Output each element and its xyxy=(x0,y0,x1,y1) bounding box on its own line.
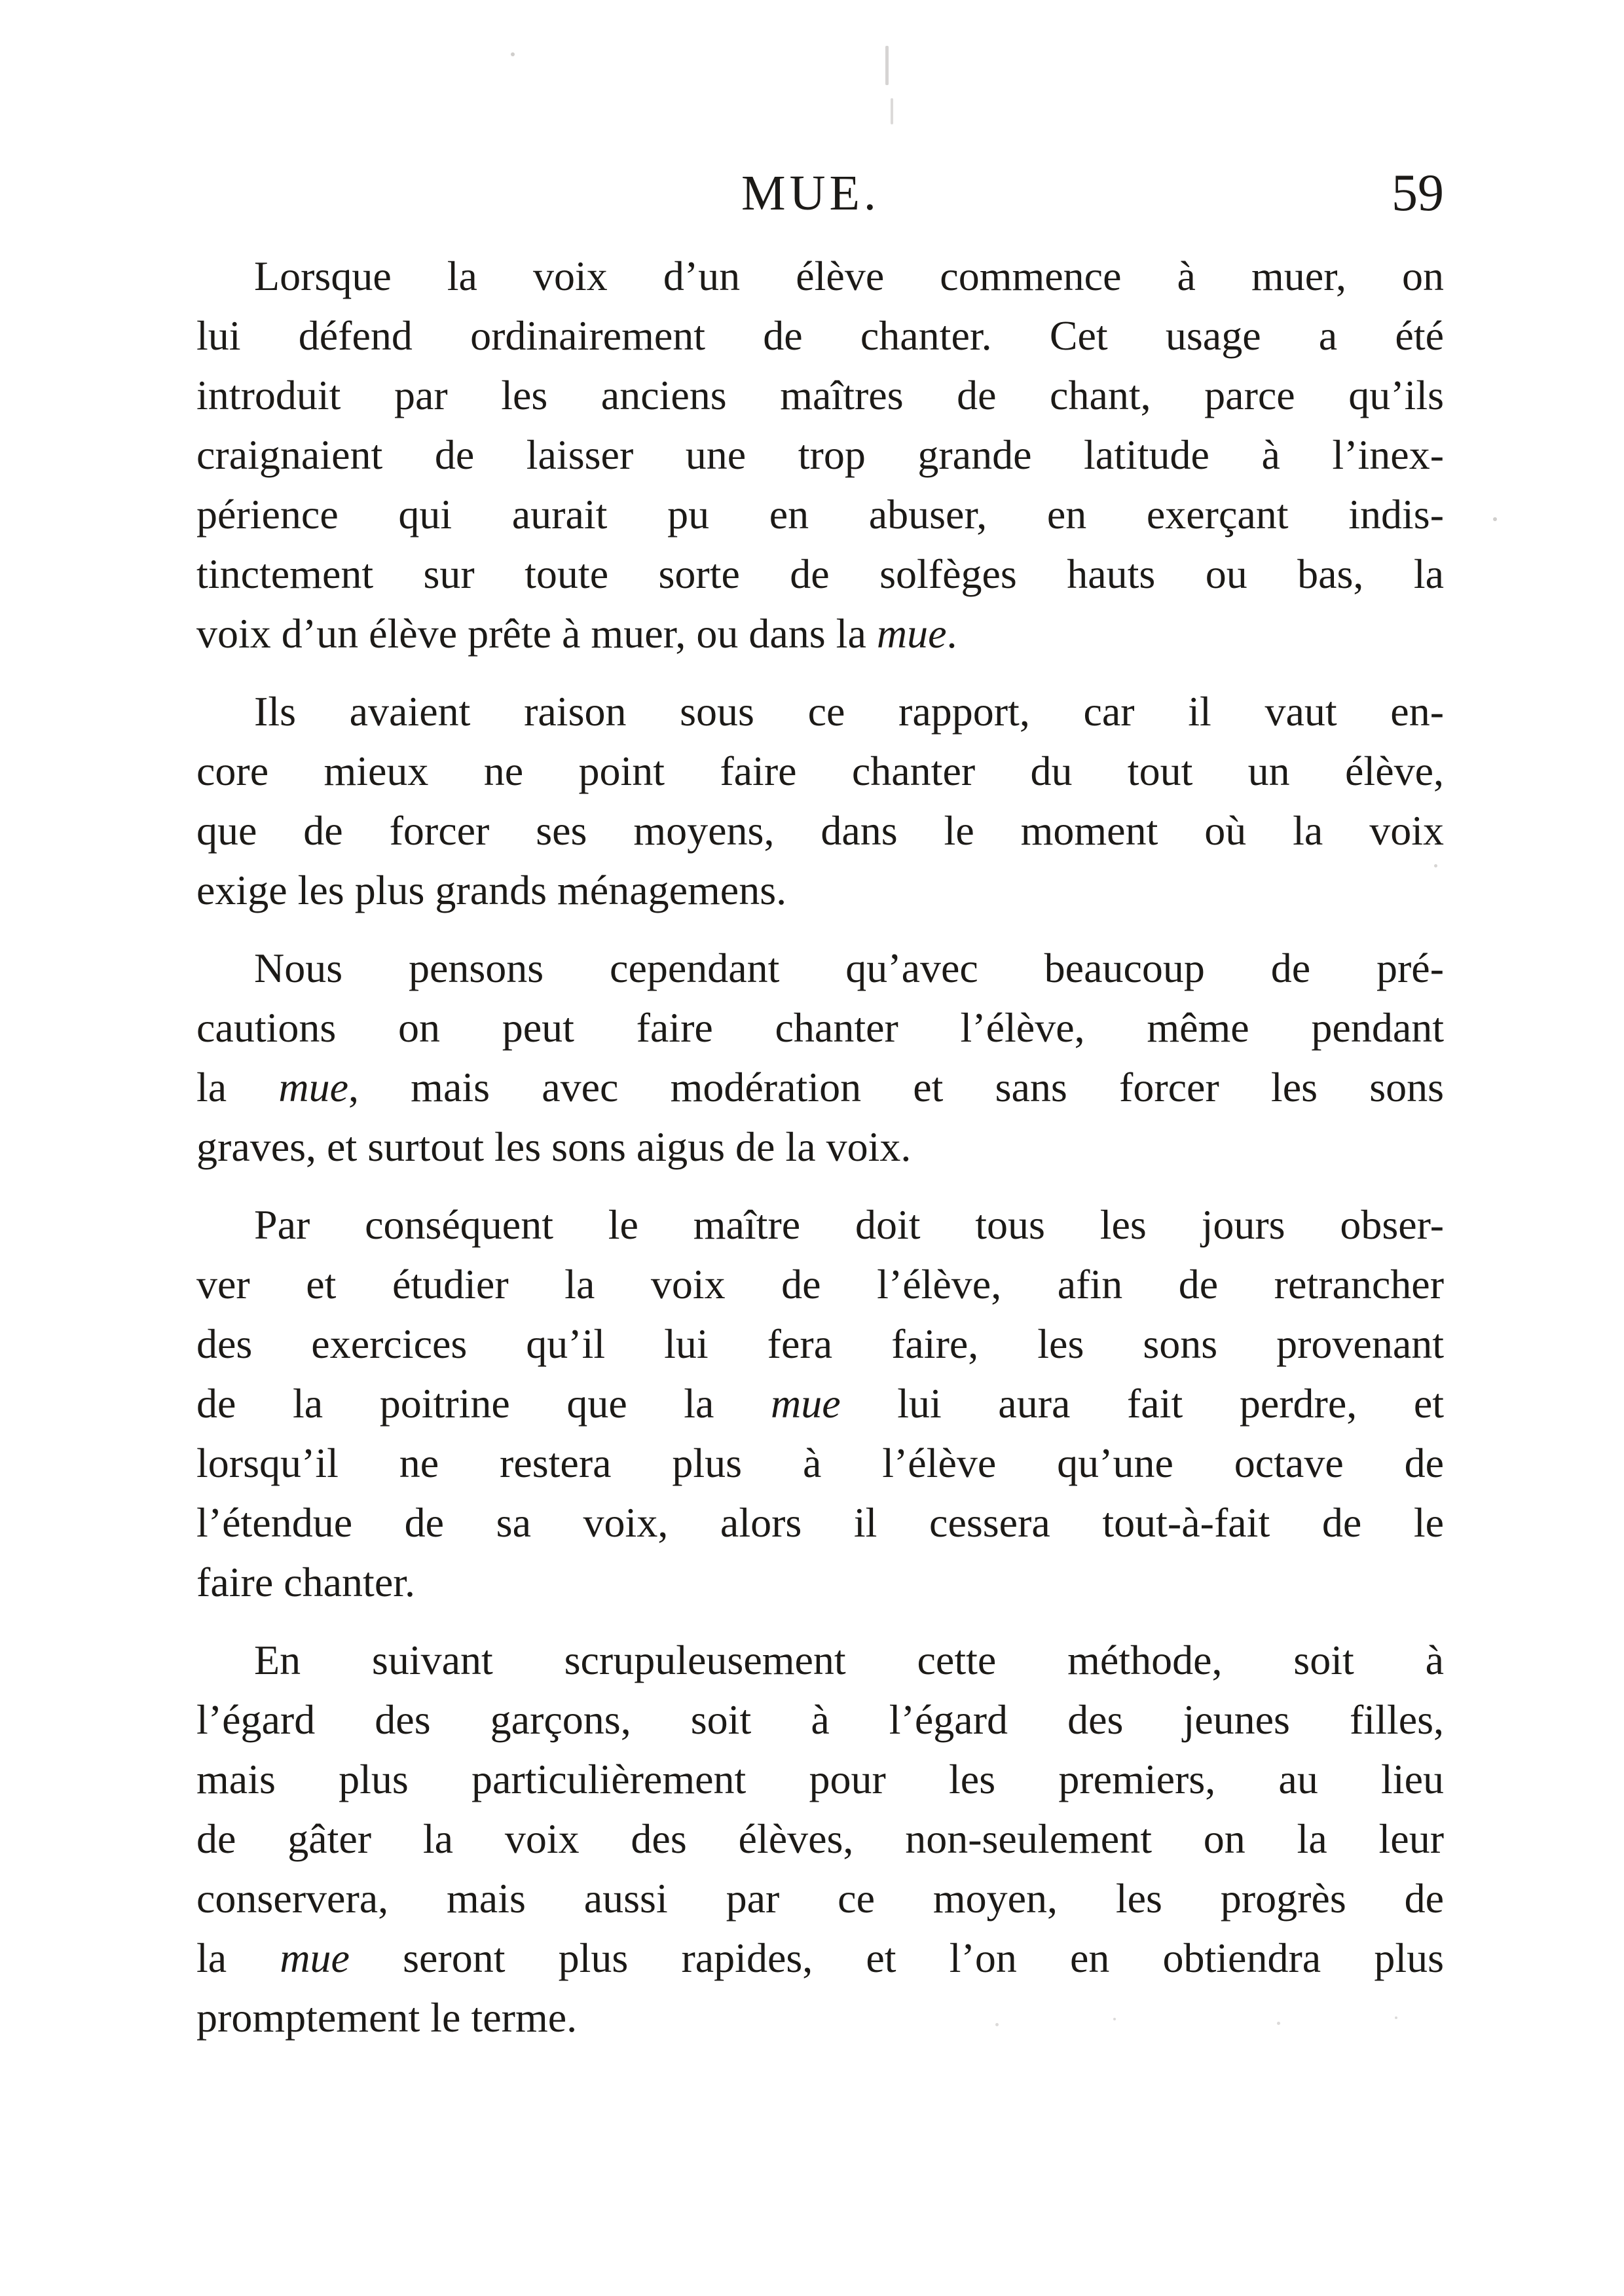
scan-speck xyxy=(995,2023,999,2026)
text-run: voix d’un élève prête à muer, ou dans la xyxy=(196,610,877,657)
text-run: mais plus particulièrement pour les premiers, au lieu xyxy=(196,1756,1444,1802)
italic-term: mue xyxy=(278,1064,348,1110)
text-line xyxy=(196,1493,1444,1552)
text-run: de la poitrine que la xyxy=(196,1380,771,1427)
text-run: exige les plus grands ménagemens. xyxy=(196,867,787,913)
paragraph xyxy=(196,246,1444,663)
text-run: faire chanter. xyxy=(196,1559,415,1605)
text-line xyxy=(196,365,1444,425)
paragraph xyxy=(196,682,1444,920)
scan-speck xyxy=(1113,2018,1116,2020)
italic-term: mue xyxy=(280,1935,350,1981)
text-line xyxy=(196,1809,1444,1868)
text-line xyxy=(196,246,1444,306)
text-run: En suivant scrupuleusement cette méthode, soit à xyxy=(254,1637,1444,1683)
text-run: , mais avec modération et sans forcer les sons xyxy=(348,1064,1445,1110)
text-line xyxy=(196,484,1444,544)
text-run: core mieux ne point faire chanter du tout un élève, xyxy=(196,748,1444,794)
paragraph xyxy=(196,1630,1444,2047)
text-line xyxy=(196,998,1444,1057)
text-run: . xyxy=(946,610,957,657)
text-run: Lorsque la voix d’un élève commence à muer, on xyxy=(254,253,1444,299)
body-text xyxy=(196,246,1444,2066)
text-run: l’égard des garçons, soit à l’égard des jeunes filles, xyxy=(196,1696,1444,1743)
text-run: lorsqu’il ne restera plus à l’élève qu’une octave de xyxy=(196,1440,1444,1486)
text-line xyxy=(196,1374,1444,1433)
italic-term: mue xyxy=(771,1380,841,1427)
text-line xyxy=(196,741,1444,801)
scan-speck xyxy=(891,98,893,124)
text-run: la xyxy=(196,1064,279,1110)
text-run: tinctement sur toute sorte de solfèges hauts ou bas, la xyxy=(196,551,1444,597)
scan-speck xyxy=(511,52,515,56)
text-line xyxy=(196,544,1444,604)
text-run: ver et étudier la voix de l’élève, afin de retrancher xyxy=(196,1261,1444,1307)
text-run: l’étendue de sa voix, alors il cessera tout-à-fait de le xyxy=(196,1499,1444,1546)
italic-term: mue xyxy=(876,610,947,657)
text-line xyxy=(196,306,1444,365)
text-run: lui défend ordinairement de chanter. Cet usage a été xyxy=(196,312,1444,359)
text-line xyxy=(196,801,1444,860)
text-line xyxy=(196,938,1444,998)
text-line xyxy=(196,1690,1444,1749)
text-line xyxy=(196,1928,1444,1988)
text-run: périence qui aurait pu en abuser, en exerçant indis- xyxy=(196,491,1444,538)
running-title: MUE. xyxy=(741,166,880,221)
text-line xyxy=(196,1868,1444,1928)
text-run: que de forcer ses moyens, dans le moment où la voix xyxy=(196,807,1444,854)
scan-speck xyxy=(885,46,889,85)
text-line xyxy=(196,1552,1444,1612)
text-run: des exercices qu’il lui fera faire, les sons provenant xyxy=(196,1321,1444,1367)
text-line xyxy=(196,1988,1444,2047)
text-line xyxy=(196,1057,1444,1117)
paragraph xyxy=(196,938,1444,1176)
scan-speck xyxy=(1434,864,1437,867)
text-run: Ils avaient raison sous ce rapport, car il vaut en- xyxy=(254,688,1444,735)
text-run: Nous pensons cependant qu’avec beaucoup de pré- xyxy=(254,945,1444,991)
text-run: seront plus rapides, et l’on en obtiendra plus xyxy=(349,1935,1445,1981)
text-run: introduit par les anciens maîtres de chant, parce qu’ils xyxy=(196,372,1444,418)
text-line xyxy=(196,1195,1444,1254)
text-line xyxy=(196,682,1444,741)
text-line xyxy=(196,1254,1444,1314)
scan-speck xyxy=(1395,2016,1397,2019)
text-run: cautions on peut faire chanter l’élève, même pendant xyxy=(196,1004,1444,1051)
paragraph xyxy=(196,1195,1444,1612)
text-run: Par conséquent le maître doit tous les jours obser- xyxy=(254,1201,1444,1248)
page-header xyxy=(196,157,1444,229)
page-number: 59 xyxy=(1392,164,1444,222)
text-run: lui aura fait perdre, et xyxy=(840,1380,1445,1427)
text-run: conservera, mais aussi par ce moyen, les progrès de xyxy=(196,1875,1444,1922)
text-line xyxy=(196,860,1444,920)
text-run: promptement le terme. xyxy=(196,1994,578,2041)
scan-speck xyxy=(1277,2022,1280,2025)
text-line xyxy=(196,1433,1444,1493)
text-line xyxy=(196,604,1444,663)
text-run: graves, et surtout les sons aigus de la voix. xyxy=(196,1123,912,1170)
text-run: de gâter la voix des élèves, non-seulement on la leur xyxy=(196,1815,1444,1862)
text-line xyxy=(196,1117,1444,1176)
text-line xyxy=(196,1749,1444,1809)
text-line xyxy=(196,1630,1444,1690)
text-run: la xyxy=(196,1935,280,1981)
scan-speck xyxy=(1493,517,1497,521)
text-run: craignaient de laisser une trop grande latitude à l’inex- xyxy=(196,431,1444,478)
text-line xyxy=(196,425,1444,484)
text-line xyxy=(196,1314,1444,1374)
